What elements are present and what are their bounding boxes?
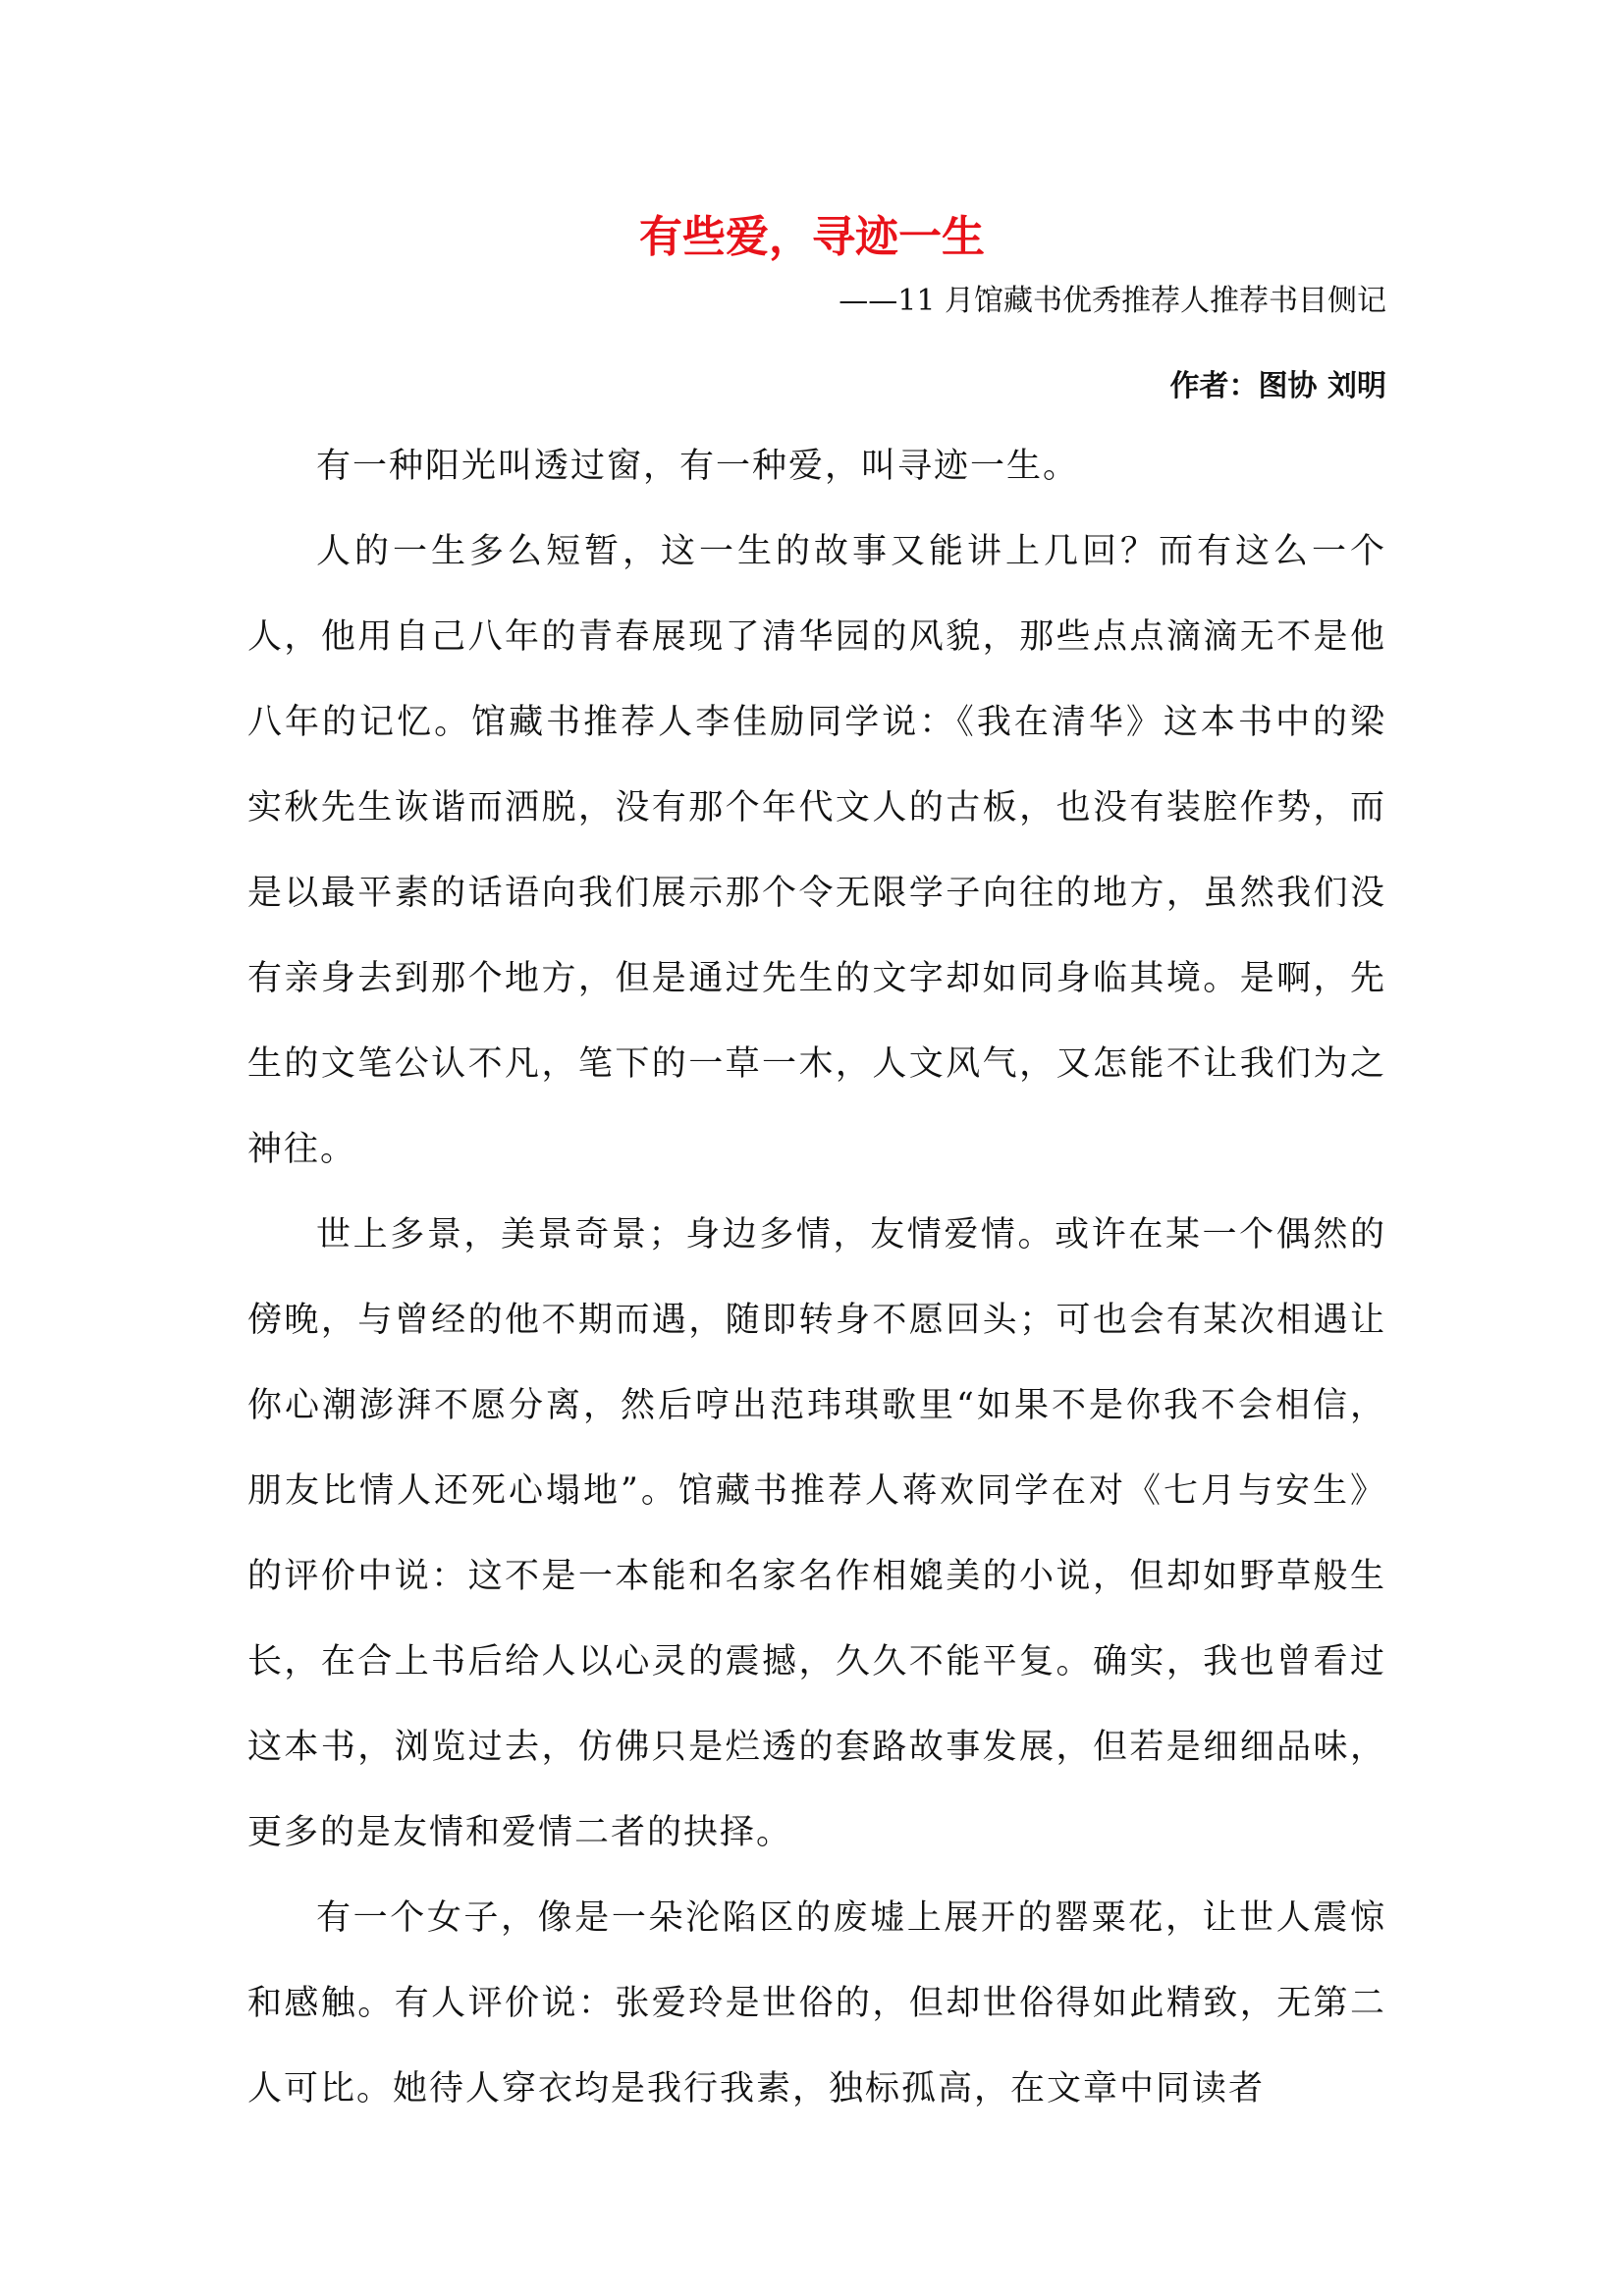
paragraph: 有一个女子，像是一朵沦陷区的废墟上展开的罂粟花，让世人震惊和感触。有人评价说：张爱玲是世俗的，但却世俗得如此精致，无第二人可比。她待人穿衣均是我行我素，独标孤高，在文章中同读者 [247,1898,1386,2109]
paragraph: 有一种阳光叫透过窗，有一种爱，叫寻迹一生。 [316,447,1080,486]
article-author: 作者：图协 刘明 [1169,369,1386,403]
article-subtitle: ——11 月馆藏书优秀推荐人推荐书目侧记 [839,284,1386,318]
paragraph: 人的一生多么短暂，这一生的故事又能讲上几回？而有这么一个人，他用自己八年的青春展现了清华园的风貌，那些点点滴滴无不是他八年的记忆。馆藏书推荐人李佳励同学说：《我在清华》这本书中的梁实秋先生诙谐而洒脱，没有那个年代文人的古板，也没有装腔作势，而是以最平素的话语向我们展示那个令无限学子向往的地方，虽然我们没有亲身去到那个地方，但是通过先生的文字却如同身临其境。是啊，先生的文笔公认不凡，笔下的一草一木，人文风气，又怎能不让我们为之神往。 [247,532,1386,1169]
paragraph: 世上多景，美景奇景；身边多情，友情爱情。或许在某一个偶然的傍晚，与曾经的他不期而遇，随即转身不愿回头；可也会有某次相遇让你心潮澎湃不愿分离，然后哼出范玮琪歌里“如果不是你我不会相信，朋友比情人还死心塌地”。馆藏书推荐人蒋欢同学在对《七月与安生》的评价中说：这不是一本能和名家名作相媲美的小说，但却如野草般生长，在合上书后给人以心灵的震撼，久久不能平复。确实，我也曾看过这本书，浏览过去，仿佛只是烂透的套路故事发展，但若是细细品味，更多的是友情和爱情二者的抉择。 [247,1215,1386,1852]
article-body [247,424,1386,2132]
article-title: 有些爱，寻迹一生 [639,212,985,262]
